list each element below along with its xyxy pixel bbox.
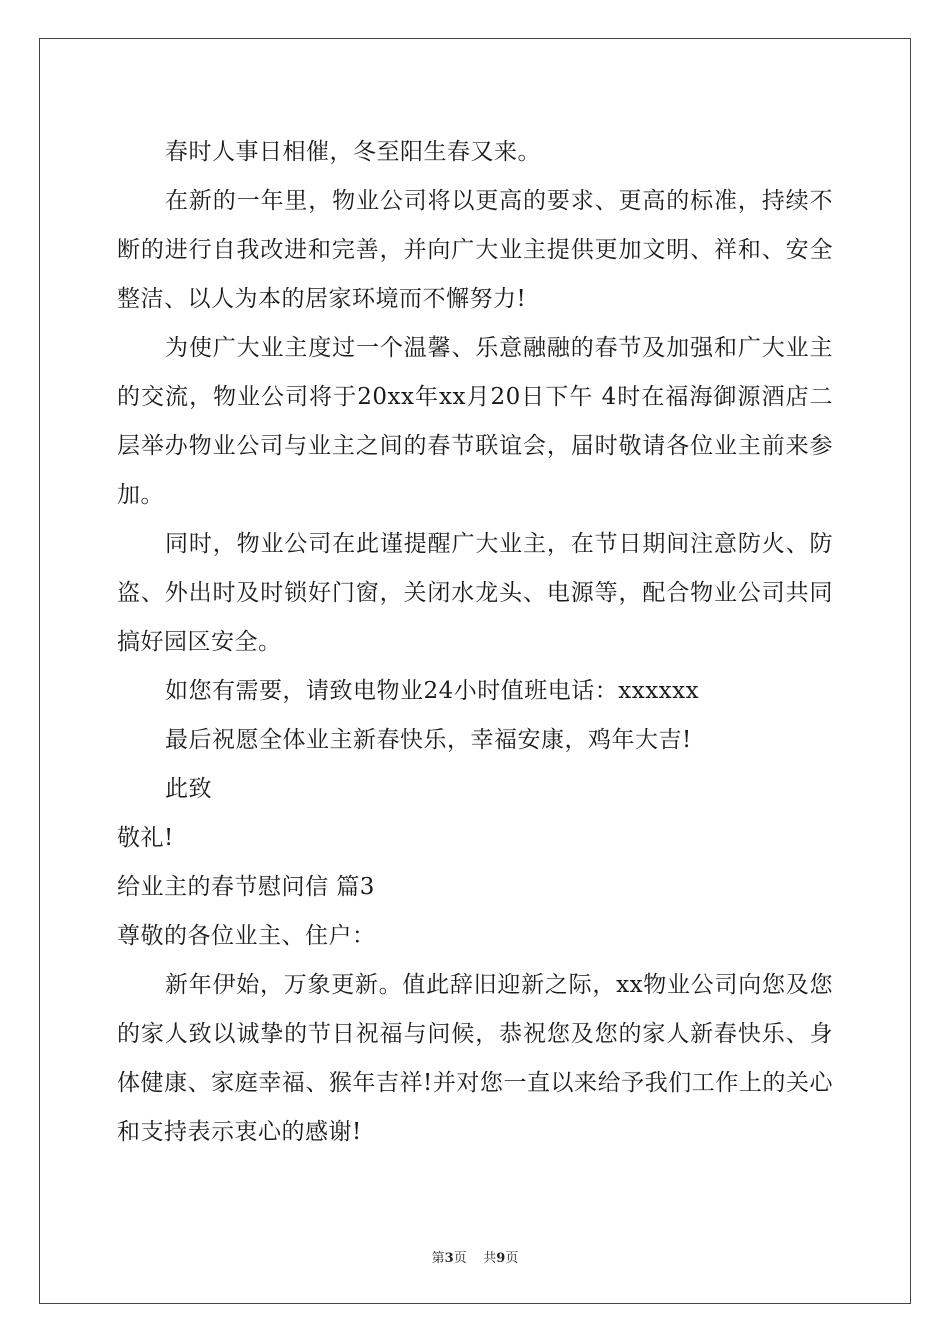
page-footer [0, 1247, 950, 1266]
paragraph-gala-announcement: 为使广大业主度过一个温馨、乐意融融的春节及加强和广大业主的交流，物业公司将于20xx年xx月20日下午 4时在福海御源酒店二层举办物业公司与业主之间的春节联谊会，届时敬请各位业主前来参加。 [117, 335, 833, 508]
paragraph-opening-verse: 春时人事日相催，冬至阳生春又来。 [165, 139, 541, 165]
section-heading: 给业主的春节慰问信 篇3 [117, 874, 375, 900]
letter-greeting: 尊敬的各位业主、住户： [117, 923, 376, 949]
page-number: 3 [444, 1251, 454, 1266]
closing-salutation: 此致 [165, 776, 212, 802]
closing-regards: 敬礼! [117, 825, 174, 851]
paragraph-blessing: 最后祝愿全体业主新春快乐，幸福安康，鸡年大吉! [165, 727, 692, 753]
paragraph-new-year-wishes: 新年伊始，万象更新。值此辞旧迎新之际，xx物业公司向您及您的家人致以诚挚的节日祝福与问候，恭祝您及您的家人新春快乐、身体健康、家庭幸福、猴年吉祥!并对您一直以来给予我们工作上的关心和支持表示衷心的感谢! [117, 972, 833, 1145]
total-pages: 9 [496, 1251, 506, 1266]
document-body [117, 128, 833, 1157]
paragraph-safety-reminder: 同时，物业公司在此谨提醒广大业主，在节日期间注意防火、防盗、外出时及时锁好门窗，关闭水龙头、电源等，配合物业公司共同搞好园区安全。 [117, 531, 833, 655]
total-suffix: 页 [505, 1251, 519, 1266]
page-prefix: 第 [431, 1251, 445, 1266]
paragraph-hotline: 如您有需要，请致电物业24小时值班电话：xxxxxx [165, 678, 700, 704]
paragraph-new-year-commitment: 在新的一年里，物业公司将以更高的要求、更高的标准，持续不断的进行自我改进和完善，并向广大业主提供更加文明、祥和、安全整洁、以人为本的居家环境而不懈努力! [117, 188, 833, 312]
total-prefix: 共 [483, 1251, 497, 1266]
page-suffix: 页 [453, 1251, 467, 1266]
